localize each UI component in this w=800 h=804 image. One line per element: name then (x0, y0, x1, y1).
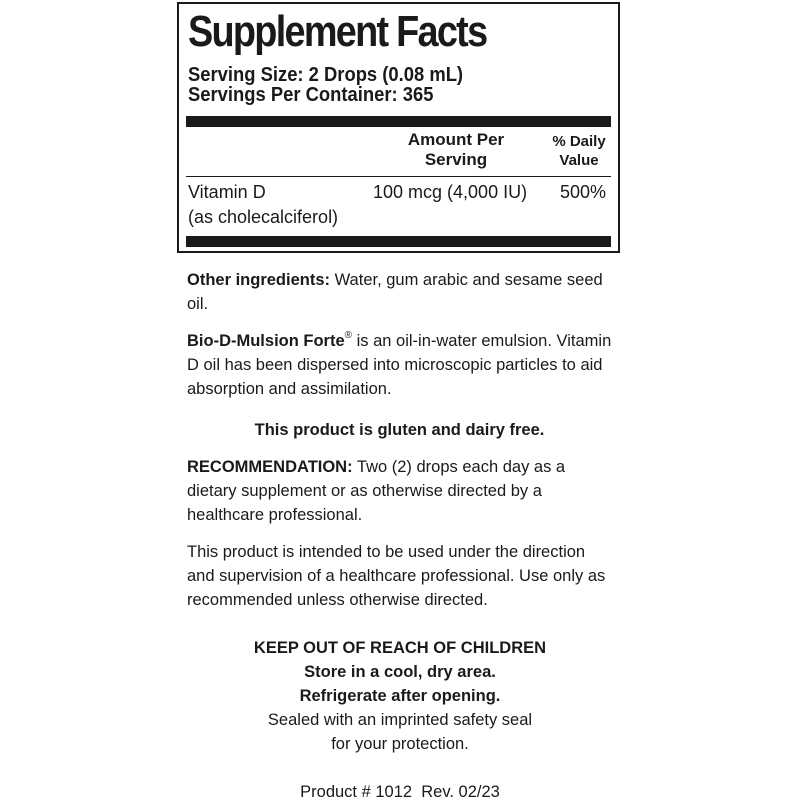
other-ingredients-label: Other ingredients: (187, 271, 331, 289)
recommendation-label: RECOMMENDATION: (187, 458, 353, 476)
thin-divider (186, 176, 611, 177)
amount-column-header (391, 130, 521, 170)
professional-use-statement: This product is intended to be used under the direction and supervision of a healthcare professional. Use only as recommended unless otherwise directed. (187, 543, 606, 609)
serving-size: Serving Size: 2 Drops (0.08 mL) (188, 64, 464, 86)
seal-notice-line1: Sealed with an imprinted safety seal (267, 711, 533, 729)
registered-mark: ® (344, 330, 353, 341)
other-ingredients (187, 268, 617, 316)
refrigerate-instruction: Refrigerate after opening. (299, 687, 501, 705)
warnings-block (185, 636, 615, 756)
daily-value-column-header (539, 132, 619, 170)
nutrient-name: Vitamin D (188, 182, 266, 202)
nutrient-form: (as cholecalciferol) (188, 207, 339, 227)
product-name: Bio-D-Mulsion Forte (187, 332, 345, 350)
product-number: Product # 1012 (300, 783, 413, 801)
product-description-text: is an oil-in-water emulsion. Vitamin D oil has been dispersed into microscopic particles to aid absorption and assimilation. (187, 332, 612, 398)
supplement-facts-panel (177, 2, 620, 253)
panel-title: Supplement Facts (188, 7, 487, 56)
dv-header-line1: % Daily (552, 133, 606, 150)
seal-notice-line2: for your protection. (331, 735, 469, 753)
storage-instruction: Store in a cool, dry area. (304, 663, 496, 681)
amount-header-line2: Serving (424, 150, 488, 169)
thick-divider-top (186, 116, 611, 127)
amount-header-line1: Amount Per (407, 130, 505, 149)
revision-code: Rev. 02/23 (421, 783, 500, 801)
thick-divider-bottom (186, 236, 611, 247)
keep-out-warning: KEEP OUT OF REACH OF CHILDREN (253, 639, 547, 657)
allergen-statement: This product is gluten and dairy free. (254, 421, 545, 439)
other-ingredients-text: Water, gum arabic and sesame seed oil. (187, 271, 603, 313)
recommendation (187, 455, 617, 527)
servings-per-container: Servings Per Container: 365 (188, 84, 434, 106)
dv-header-line2: Value (559, 152, 599, 169)
product-description (187, 329, 617, 401)
recommendation-text: Two (2) drops each day as a dietary supplement or as otherwise directed by a healthcare professional. (187, 458, 566, 524)
nutrient-amount: 100 mcg (4,000 IU) (373, 182, 528, 202)
nutrient-daily-value: 500% (560, 182, 607, 202)
product-footer (185, 780, 615, 804)
